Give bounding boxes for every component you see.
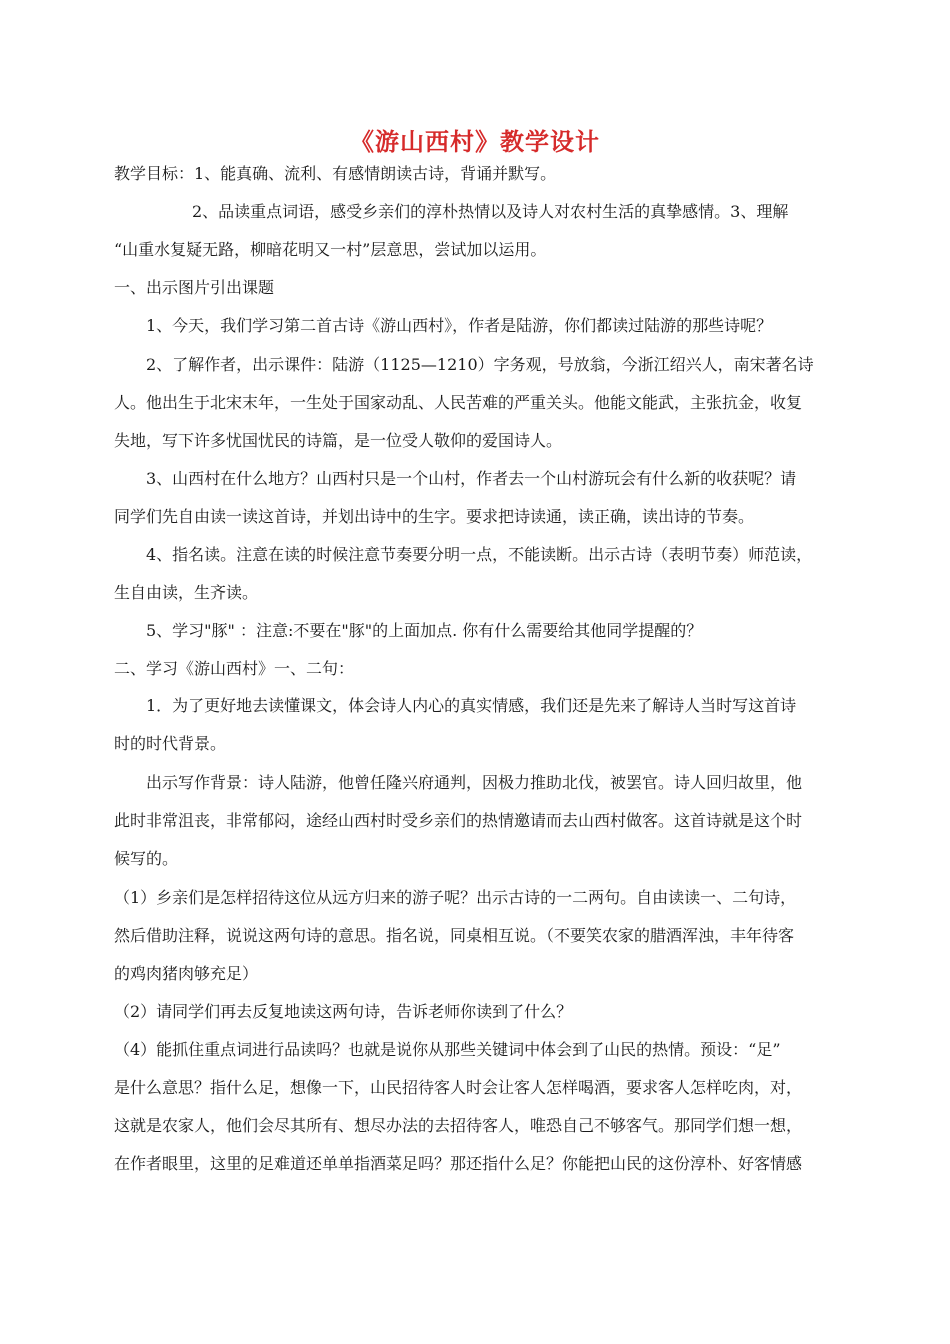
paragraph-line: （1）乡亲们是怎样招待这位从远方归来的游子呢？出示古诗的一二两句。自由读读一、二句诗， — [114, 888, 797, 907]
paragraph-line: 人。他出生于北宋末年，一生处于国家动乱、人民苦难的严重关头。他能文能武，主张抗金，收复 — [114, 393, 803, 412]
paragraph-line: 失地，写下许多忧国忧民的诗篇，是一位受人敬仰的爱国诗人。 — [114, 431, 563, 450]
paragraph-line: 2、品读重点词语，感受乡亲们的淳朴热情以及诗人对农村生活的真挚感情。3、理解 — [192, 202, 789, 221]
paragraph-line: 2、了解作者，出示课件：陆游（1125—1210）字务观，号放翁，今浙江绍兴人，南宋著名诗 — [146, 355, 814, 374]
paragraph-line: 出示写作背景：诗人陆游，他曾任隆兴府通判，因极力推助北伐，被罢官。诗人回归故里，他 — [146, 773, 803, 792]
paragraph-line: 3、山西村在什么地方？山西村只是一个山村，作者去一个山村游玩会有什么新的收获呢？请 — [146, 469, 797, 488]
paragraph-line: 时的时代背景。 — [114, 734, 227, 753]
paragraph-line: 二、学习《游山西村》一、二句： — [114, 659, 355, 678]
paragraph-line: （2）请同学们再去反复地读这两句诗，告诉老师你读到了什么？ — [114, 1002, 573, 1021]
paragraph-line: 的鸡肉猪肉够充足） — [114, 964, 259, 983]
paragraph-line: 1、今天，我们学习第二首古诗《游山西村》，作者是陆游，你们都读过陆游的那些诗呢？ — [146, 316, 773, 335]
paragraph-line: 教学目标：1、能真确、流利、有感情朗读古诗，背诵并默写。 — [114, 164, 557, 183]
paragraph-line: 候写的。 — [114, 849, 179, 868]
paragraph-line: （4）能抓住重点词进行品读吗？也就是说你从那些关键词中体会到了山民的热情。预设：“足” — [114, 1040, 781, 1059]
paragraph-line: 4、指名读。注意在读的时候注意节奏要分明一点，不能读断。出示古诗（表明节奏）师范读， — [146, 545, 813, 564]
paragraph-line: 是什么意思？指什么足，想像一下，山民招待客人时会让客人怎样喝酒，要求客人怎样吃肉，对， — [114, 1078, 803, 1097]
paragraph-line: 1．为了更好地去读懂课文，体会诗人内心的真实情感，我们还是先来了解诗人当时写这首诗 — [146, 696, 797, 715]
document-title: 《游山西村》教学设计 — [350, 127, 600, 156]
paragraph-line: 然后借助注释，说说这两句诗的意思。指名说，同桌相互说。（不要笑农家的腊酒浑浊，丰年待客 — [114, 926, 795, 945]
paragraph-line: 生自由读，生齐读。 — [114, 583, 259, 602]
paragraph-line: 5、学习"豚" ：注意:不要在"豚"的上面加点. 你有什么需要给其他同学提醒的？ — [146, 621, 703, 640]
paragraph-line: “山重水复疑无路，柳暗花明又一村”层意思，尝试加以运用。 — [114, 240, 547, 259]
paragraph-line: 这就是农家人，他们会尽其所有、想尽办法的去招待客人，唯恐自己不够客气。那同学们想一想， — [114, 1116, 803, 1135]
paragraph-line: 一、出示图片引出课题 — [114, 278, 275, 297]
paragraph-line: 在作者眼里，这里的足难道还单单指酒菜足吗？那还指什么足？你能把山民的这份淳朴、好客情感 — [114, 1154, 803, 1173]
paragraph-line: 同学们先自由读一读这首诗，并划出诗中的生字。要求把诗读通，读正确，读出诗的节奏。 — [114, 507, 755, 526]
paragraph-line: 此时非常沮丧，非常郁闷，途经山西村时受乡亲们的热情邀请而去山西村做客。这首诗就是这个时 — [114, 811, 803, 830]
